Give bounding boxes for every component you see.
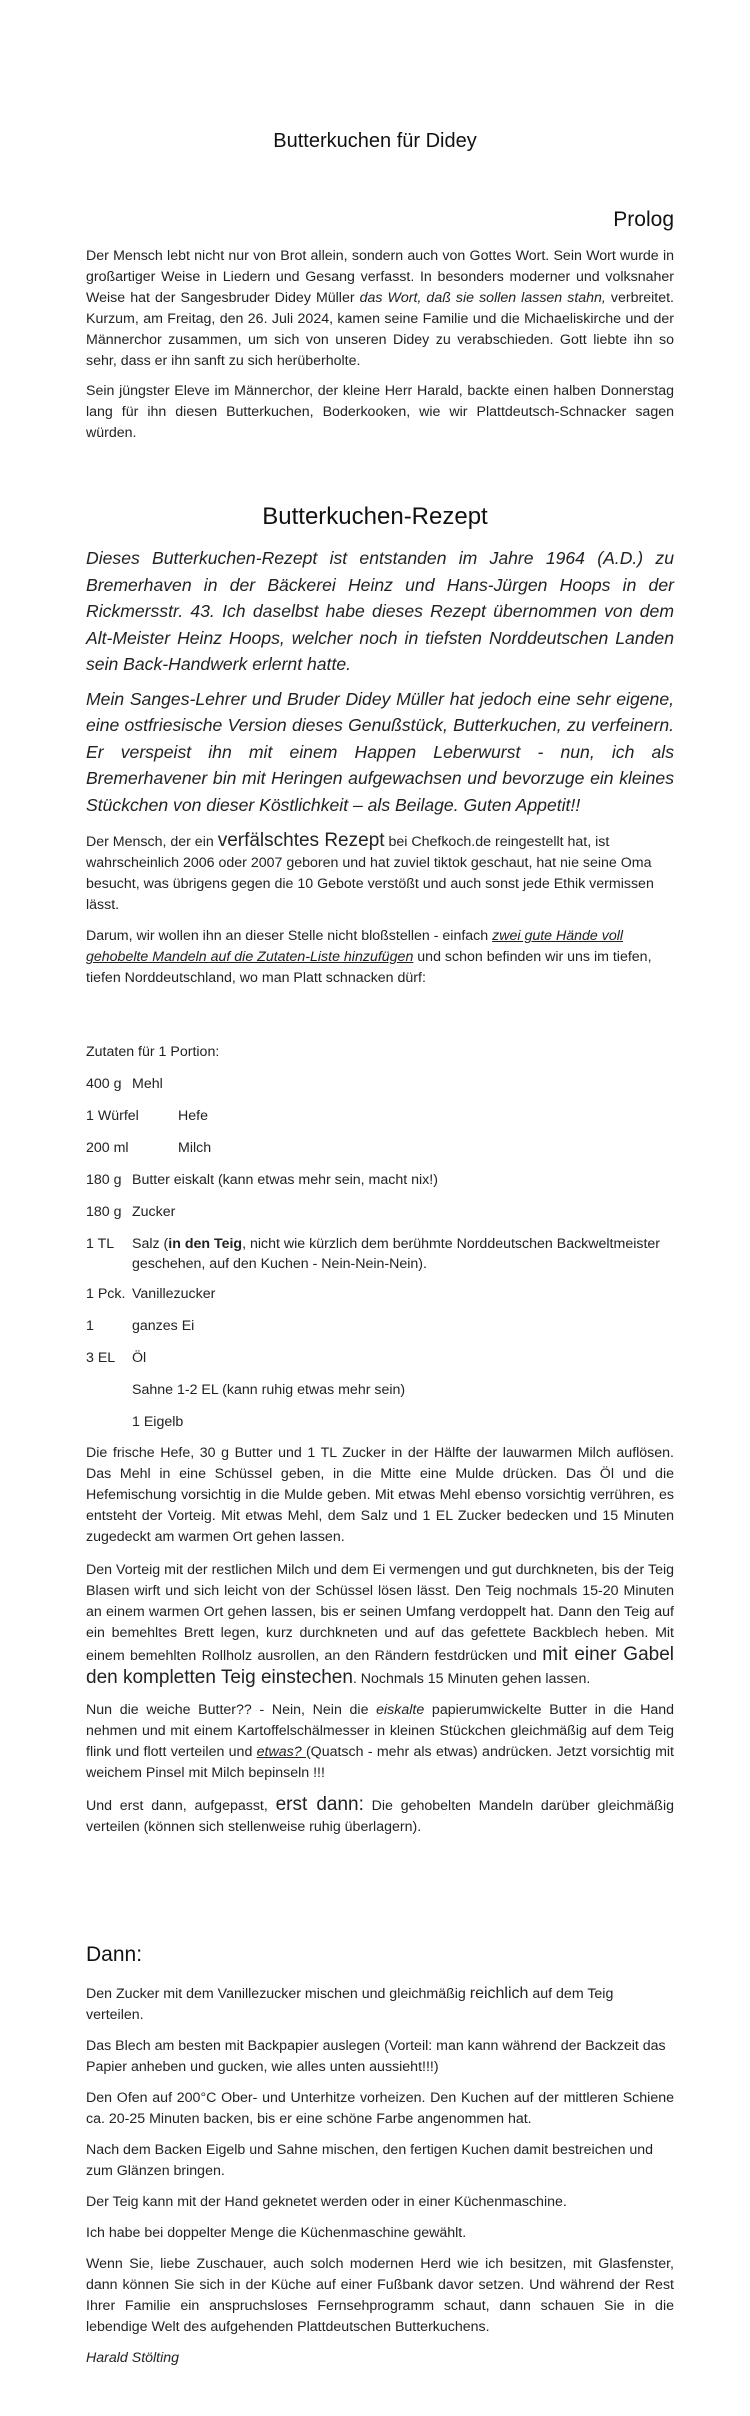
dann-paragraph-4: Nach dem Backen Eigelb und Sahne mischen, den fertigen Kuchen damit bestreichen und zum Glänzen bringen. — [86, 2142, 654, 2179]
recipe-intro — [86, 545, 674, 989]
step-2: Den Vorteig mit der restlichen Milch und dem Ei vermengen und gut durchkneten, bis der Teig Blasen wirft und sich leicht von der Schüssel lösen lässt. Den Teig nochmals 15-20 Minuten an einem warmen Ort gehen lassen, bis er seinen Umfang verdoppelt hat. Dann den Teig auf ein bemehltes Brett legen, kurz durchkneten und auf das gefettete Backblech heben. Mit einem bemehlten Rollholz ausrollen, an den Rändern festdrücken und mit einer Gabel den kompletten Teig einstechen. Nochmals 15 Minuten gehen lassen. — [86, 1562, 674, 1688]
dann-section — [86, 1983, 674, 2369]
dann-paragraph-7: Wenn Sie, liebe Zuschauer, auch solch modernen Herd wie ich besitzen, mit Glasfenster, dann können Sie sich in der Küche auf einer Fußbank davor setzen. Und während der Rest Ihrer Familie ein anspruchsloses Fernsehprogramm schaut, dann schauen Sie in die lebendige Welt des aufgehenden Plattdeutschen Butterkuchens. — [86, 2256, 674, 2335]
dann-paragraph-3: Den Ofen auf 200°C Ober- und Unterhitze vorheizen. Den Kuchen auf der mittleren Schiene ca. 20-25 Minuten backen, bis er eine schöne Farbe angenommen hat. — [86, 2090, 674, 2127]
ingredient-row: 180 g Butter eiskalt (kann etwas mehr sein, macht nix!) — [86, 1172, 438, 1188]
prolog-paragraph-2: Sein jüngster Eleve im Männerchor, der kleine Herr Harald, backte einen halben Donnerstag lang für ihn diesen Butterkuchen, Boderkooken, wie wir Plattdeutsch-Schnacker sagen würden. — [86, 383, 674, 441]
recipe-heading: Butterkuchen-Rezept — [262, 503, 488, 530]
ingredient-row: 3 EL Öl — [86, 1350, 147, 1366]
almond-paragraph: Darum, wir wollen ihn an dieser Stelle nicht bloßstellen - einfach zwei gute Hände voll gehobelte Mandeln auf die Zutaten-Liste hinzufügen und schon befinden wir uns im tiefen, tiefen Norddeutschland, wo man Platt schnacken dürf: — [86, 928, 652, 986]
dann-paragraph-2: Das Blech am besten mit Backpapier auslegen (Vorteil: man kann während der Backzeit das Papier anheben und gucken, wie alles unten aussieht!!!) — [86, 2038, 666, 2075]
dann-paragraph-1: Den Zucker mit dem Vanillezucker mischen und gleichmäßig reichlich auf dem Teig verteilen. — [86, 1985, 614, 2023]
ingredient-row: 400 g Mehl — [86, 1076, 163, 1092]
step-3: Nun die weiche Butter?? - Nein, Nein die eiskalte papierumwickelte Butter in die Hand nehmen und mit einem Kartoffelschälmesser in kleinen Stückchen gleichmäßig auf dem Teig flink und flott verteilen und etwas? (Quatsch - mehr als etwas) andrücken. Jetzt vorsichtig mit weichem Pinsel mit Milch bepinseln !!! — [86, 1702, 674, 1781]
ingredient-row-salt: 1 TL Salz (in den Teig, nicht wie kürzlich dem berühmte Norddeutschen Backweltmeister geschehen, auf den Kuchen - Nein-Nein-Nein). — [86, 1236, 661, 1272]
ingredient-row: 1 ganzes Ei — [86, 1318, 195, 1334]
step-1: Die frische Hefe, 30 g Butter und 1 TL Zucker in der Hälfte der lauwarmen Milch auflösen. Das Mehl in eine Schüssel geben, in die Mitte eine Mulde drücken. Das Öl und die Hefemischung vorsichtig in die Mulde geben. Mit etwas Mehl ebenso vorsichtig verrühren, es entsteht der Vorteig. Mit etwas Mehl, dem Salz und 1 EL Zucker bedecken und 15 Minuten zugedeckt am warmen Ort gehen lassen. — [86, 1445, 674, 1545]
ingredient-extra-cream: Sahne 1-2 EL (kann ruhig etwas mehr sein) — [132, 1382, 406, 1398]
step-4: Und erst dann, aufgepasst, erst dann: Die gehobelten Mandeln darüber gleichmäßig verteilen (können sich stellenweise ruhig überlagern). — [86, 1794, 675, 1835]
dann-heading: Dann: — [86, 1943, 143, 1966]
document-title: Butterkuchen für Didey — [273, 130, 477, 152]
ingredient-row: 1 Würfel Hefe — [86, 1108, 208, 1124]
dann-paragraph-5: Der Teig kann mit der Hand geknetet werden oder in einer Küchenmaschine. — [86, 2194, 567, 2210]
prolog-section — [86, 246, 674, 444]
steps-section — [86, 1443, 674, 1838]
prolog-paragraph-1: Der Mensch lebt nicht nur von Brot allein, sondern auch von Gottes Wort. Sein Wort wurde in großartiger Weise in Liedern und Gesang verfasst. In besonders moderner und volksnaher Weise hat der Sangesbruder Didey Müller das Wort, daß sie sollen lassen stahn, verbreitet. Kurzum, am Freitag, den 26. Juli 2024, kamen seine Familie und die Michaeliskirche und der Männerchor zusammen, um sich von unseren Didey zu verabschieden. Gott liebte ihn so sehr, dass er ihn sanft zu sich herüberholte. — [86, 248, 674, 369]
dann-paragraph-6: Ich habe bei doppelter Menge die Küchenmaschine gewählt. — [86, 2225, 467, 2241]
recipe-history-paragraph: Dieses Butterkuchen-Rezept ist entstanden im Jahre 1964 (A.D.) zu Bremerhaven in der Bäckerei Heinz und Hans-Jürgen Hoops in der Rickmersstr. 43. Ich daselbst habe dieses Rezept übernommen von dem Alt-Meister Heinz Hoops, welcher noch in tiefsten Norddeutschen Landen sein Back-Handwerk erlernt hatte. — [86, 548, 674, 674]
recipe-version-paragraph: Mein Sanges-Lehrer und Bruder Didey Müller hat jedoch eine sehr eigene, eine ostfriesische Version dieses Genußstück, Butterkuchen, zu verfeinern. Er verspeist ihn mit einem Happen Leberwurst - nun, ich als Bremerhavener bin mit Heringen aufgewachsen und bevorzuge ein kleines Stückchen von dieser Köstlichkeit – als Beilage. Guten Appetit!! — [86, 688, 674, 815]
ingredient-row: 1 Pck. Vanillezucker — [86, 1286, 216, 1302]
ingredient-extra-yolk: 1 Eigelb — [132, 1414, 184, 1430]
ingredient-row: 180 g Zucker — [86, 1204, 176, 1220]
prolog-heading: Prolog — [613, 208, 674, 231]
signature: Harald Stölting — [86, 2350, 180, 2366]
ingredient-row: 200 ml Milch — [86, 1140, 212, 1156]
ingredients-heading: Zutaten für 1 Portion: — [86, 1044, 220, 1060]
fake-recipe-paragraph: Der Mensch, der ein verfälschtes Rezept bei Chefkoch.de reingestellt hat, ist wahrscheinlich 2006 oder 2007 geboren und hat zuviel tiktok geschaut, hat nie seine Oma besucht, was übrigens gegen die 10 Gebote verstößt und auch sonst jede Ethik vermissen lässt. — [86, 830, 654, 913]
